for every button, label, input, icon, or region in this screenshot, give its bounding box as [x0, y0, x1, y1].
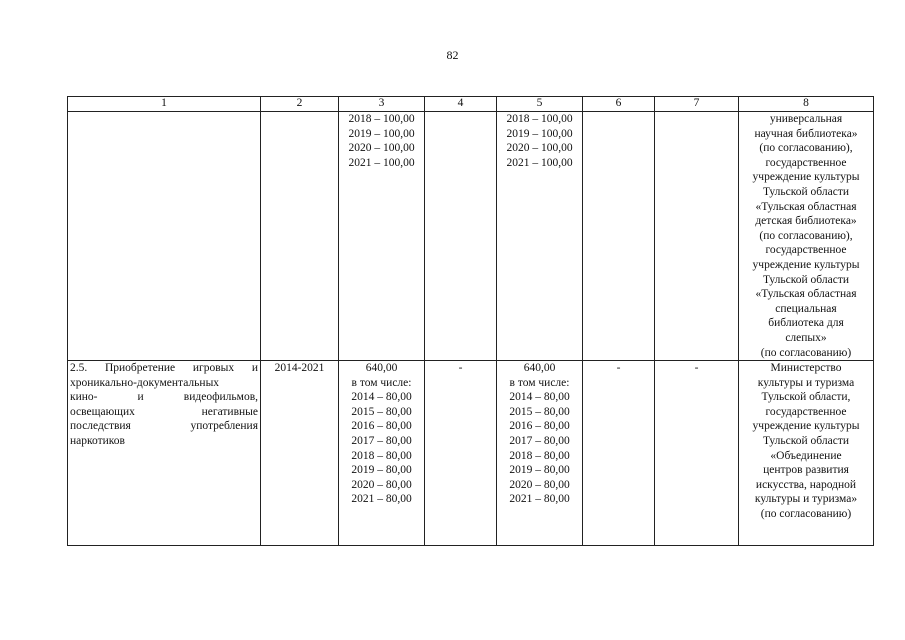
cell-col-6-dash: - [583, 361, 655, 546]
cell-line: 2021 – 100,00 [348, 156, 415, 169]
cell-line: наркотиков [70, 435, 125, 448]
cell-line: 640,00 [523, 362, 556, 375]
cell-col-6 [583, 112, 655, 361]
cell-line: в том числе: [351, 376, 412, 389]
header-col-8: 8 [739, 97, 874, 112]
cell-col-2 [261, 112, 339, 361]
header-col-6: 6 [583, 97, 655, 112]
page-number: 82 [446, 48, 459, 62]
cell-line: последствия употребления [70, 420, 258, 433]
cell-line: 640,00 [365, 362, 398, 375]
cell-line: 2.5. Приобретение игровых и [70, 362, 258, 375]
cell-line: библиотека для [768, 317, 844, 330]
cell-line: Тульской области [762, 273, 849, 286]
cell-line: Министерство [770, 362, 842, 375]
header-col-3: 3 [339, 97, 425, 112]
cell-line: кино- и видеофильмов, [70, 391, 258, 404]
cell-line: 2020 – 80,00 [351, 478, 412, 491]
cell-line: в том числе: [509, 376, 570, 389]
cell-col-4 [425, 112, 497, 361]
cell-line: (по согласованию), [759, 142, 853, 155]
cell-col-8-executors [739, 112, 874, 361]
cell-line: 2017 – 80,00 [351, 435, 412, 448]
table-row-2-5 [68, 361, 874, 546]
cell-line: универсальная [769, 113, 843, 125]
cell-line: государственное [765, 156, 847, 169]
cell-line: (по согласованию), [759, 229, 853, 242]
cell-col-3-funding-years [339, 112, 425, 361]
cell-line: (по согласованию) [760, 346, 852, 359]
cell-line: 2019 – 100,00 [348, 127, 415, 140]
cell-line: учреждение культуры [752, 171, 860, 184]
cell-line: научная библиотека» [754, 127, 858, 140]
cell-line: 2014 – 80,00 [509, 391, 570, 404]
cell-col-1 [68, 112, 261, 361]
cell-activity-description [68, 361, 261, 546]
cell-col-3-funding [339, 361, 425, 546]
cell-line: Тульской области, [761, 391, 851, 404]
header-col-1: 1 [68, 97, 261, 112]
cell-line: искусства, народной [755, 478, 857, 491]
cell-line: 2020 – 100,00 [506, 142, 573, 155]
cell-line: (по согласованию) [760, 508, 852, 521]
cell-line: 2018 – 80,00 [509, 449, 570, 462]
cell-line: 2020 – 80,00 [509, 478, 570, 491]
header-col-4: 4 [425, 97, 497, 112]
cell-line: государственное [765, 405, 847, 418]
cell-line: центров развития [763, 464, 849, 477]
cell-line: 2020 – 100,00 [348, 142, 415, 155]
cell-line: «Объединение [770, 449, 842, 462]
cell-line: 2021 – 80,00 [509, 493, 570, 506]
cell-line: 2015 – 80,00 [351, 405, 412, 418]
cell-line: культуры и туризма [757, 376, 855, 389]
cell-line: 2021 – 100,00 [506, 156, 573, 169]
cell-line: 2021 – 80,00 [351, 493, 412, 506]
cell-line: «Тульская областная [755, 200, 857, 213]
cell-line: культуры и туризма» [754, 493, 858, 506]
cell-line: 2019 – 80,00 [509, 464, 570, 477]
cell-line: Тульской области [762, 435, 849, 448]
header-col-7: 7 [655, 97, 739, 112]
header-col-2: 2 [261, 97, 339, 112]
table-row-continuation [68, 112, 874, 361]
cell-line: учреждение культуры [752, 420, 860, 433]
header-row [68, 97, 874, 112]
cell-col-8-executors [739, 361, 874, 546]
cell-line: 2016 – 80,00 [509, 420, 570, 433]
cell-line: 2018 – 100,00 [348, 113, 415, 125]
cell-line: 2017 – 80,00 [509, 435, 570, 448]
cell-line: 2016 – 80,00 [351, 420, 412, 433]
cell-line: слепых» [785, 331, 827, 344]
cell-line: детская библиотека» [755, 215, 857, 228]
cell-line: Тульской области [762, 185, 849, 198]
cell-col-7 [655, 112, 739, 361]
cell-line: хроникально-документальных [70, 376, 220, 389]
cell-line: специальная [775, 302, 837, 315]
cell-line: освещающих негативные [70, 405, 258, 418]
cell-line: 2015 – 80,00 [509, 405, 570, 418]
cell-line: «Тульская областная [755, 288, 857, 301]
cell-col-5-funding [497, 361, 583, 546]
header-col-5: 5 [497, 97, 583, 112]
cell-line: государственное [765, 244, 847, 257]
program-table [67, 96, 874, 546]
cell-line: 2018 – 100,00 [506, 113, 573, 125]
cell-line: учреждение культуры [752, 258, 860, 271]
cell-period: 2014-2021 [261, 361, 339, 546]
cell-line: 2019 – 80,00 [351, 464, 412, 477]
cell-line: 2018 – 80,00 [351, 449, 412, 462]
cell-col-4-dash: - [425, 361, 497, 546]
cell-line: 2019 – 100,00 [506, 127, 573, 140]
cell-col-7-dash: - [655, 361, 739, 546]
cell-line: 2014 – 80,00 [351, 391, 412, 404]
cell-col-5-funding-years [497, 112, 583, 361]
